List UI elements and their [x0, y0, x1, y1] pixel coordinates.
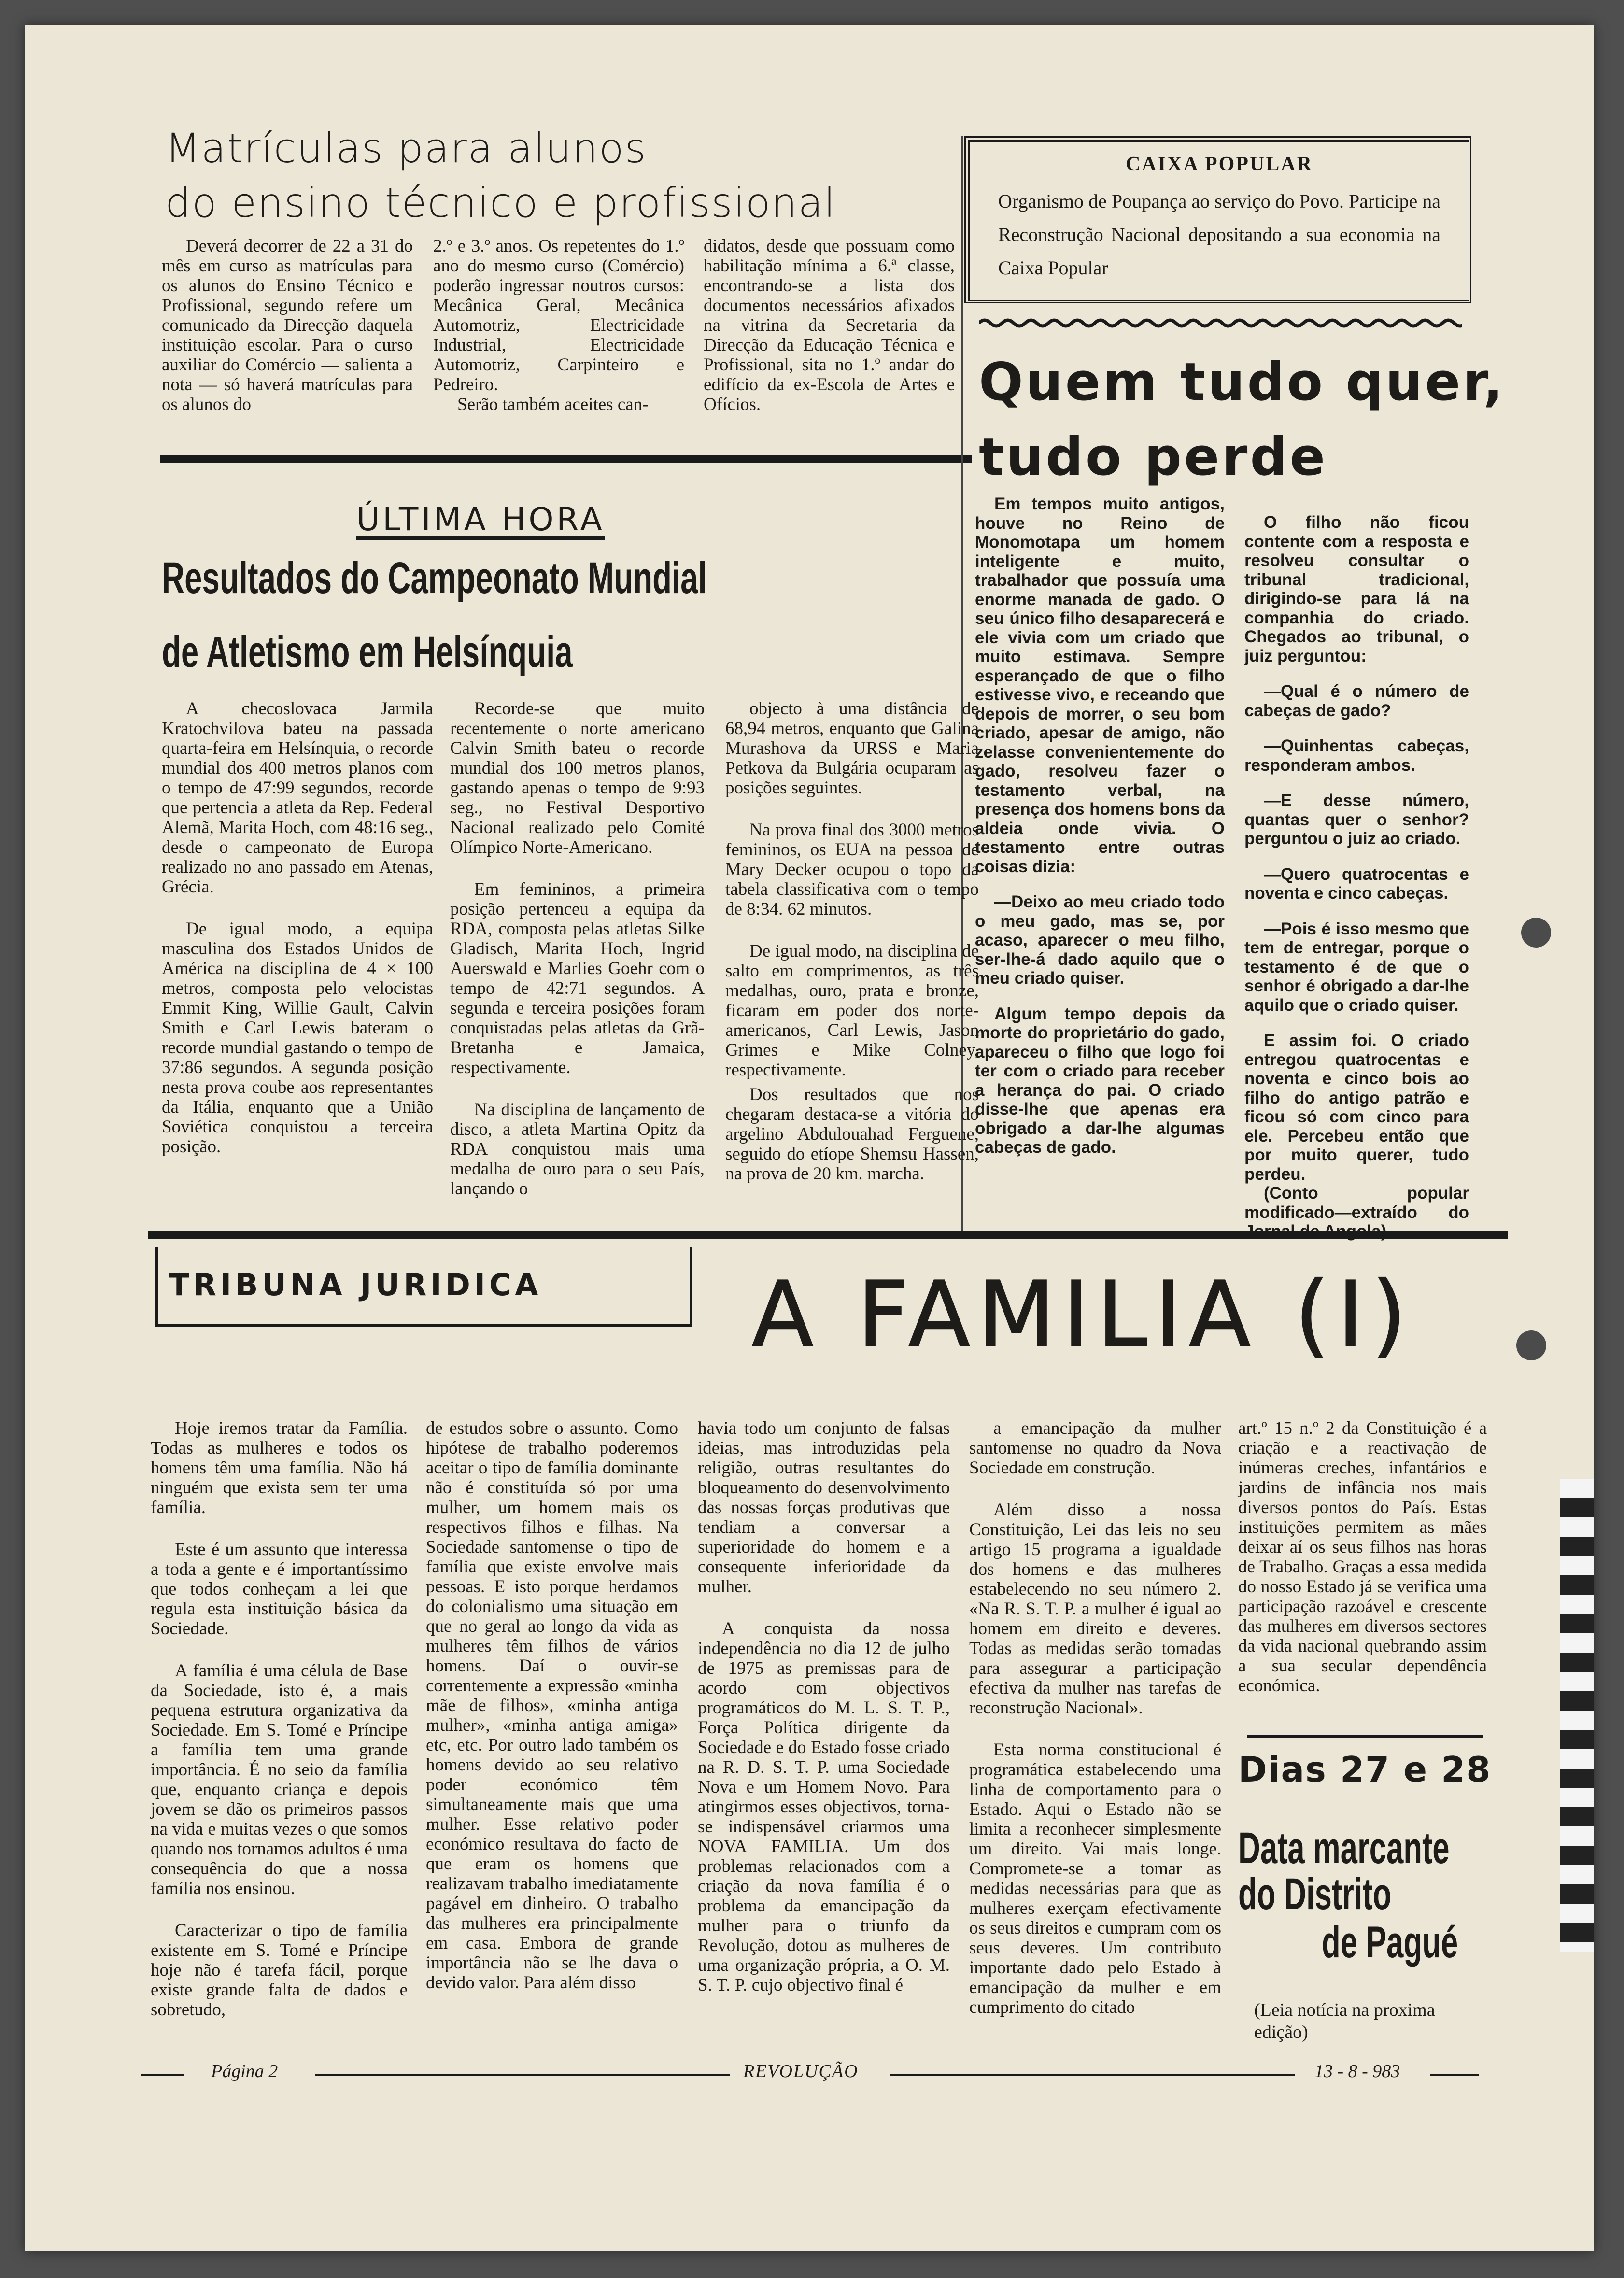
rule-matriculas [160, 455, 972, 463]
rule-dias [1247, 1735, 1483, 1738]
quem-p3: Algum tempo depois da morte do proprietário do gado, apareceu o filho que logo foi ter com o criado para receber a herança do pai. O criado disse-lhe que apenas era obrigado a dar-lhe algumas cabeças de gado. [975, 1004, 1225, 1157]
dias-note: (Leia notícia na proxima edição) [1254, 2000, 1435, 2042]
footer-paper: REVOLUÇÃO [743, 2061, 859, 2081]
tribuna-col2 [426, 1418, 678, 2015]
matriculas-col1: Deverá decorrer de 22 a 31 do mês em curso as matrículas para os alunos do Ensino Técnico e Profissional, segundo refere um comunicado da Direcção daquela instituição escolar. Para o curso auxiliar do Comércio — salienta a nota — só haverá matrículas para os alunos do [162, 236, 413, 414]
tribuna-kicker-box [155, 1247, 692, 1327]
quem-p2: —Deixo ao meu criado todo o meu gado, mas se, por acaso, aparecer o meu filho, ser-lhe-á dado aquilo que o meu criado quiser. [975, 892, 1225, 988]
tribuna-p3: A família é uma célula de Base da Sociedade, isto é, a mais pequena estrutura organizativa da Sociedade. Em S. Tomé e Príncipe a família tem uma grande importância. É no seio da família que, enquanto criança e depois jovem se dão os primeiros passos na vida e muitas vezes o que somos quando nos tornamos adultos é uma consequência do que a nossa família nos ensinou. [151, 1661, 408, 1898]
ultima-col1 [162, 699, 433, 1179]
wavy-rule [979, 317, 1462, 329]
footer-rule-left [141, 2074, 184, 2076]
rule-tribuna [148, 1231, 1508, 1239]
caixa-title: CAIXA POPULAR [1126, 153, 1313, 175]
matriculas-title-line2: do ensino técnico e profissional [165, 179, 836, 226]
dias-head: Dias 27 e 28 [1238, 1749, 1492, 1790]
tribuna-p5: de estudos sobre o assunto. Como hipótese de trabalho poderemos aceitar o tipo de família dominante não é constituída só por uma mulher, um homem mais os respectivos filhos e filhas. Na Sociedade santomense o tipo de família que existe envolve mais pessoas. E isto porque herdamos do colonialismo uma situação em que no geral ao longo da vida as mulheres têm filhos de vários homens. Daí o ouvir-se correntemente a expressão «minha mãe de filhos», «minha antiga mulher», «minha antiga amiga» etc, etc. Por outro lado também os homens devido ao seu relativo poder económico têm simultaneamente mais que uma mulher. Esse relativo poder económico resultava do facto de que eram os homens que realizavam trabalho imediatamente pagável em dinheiro. O trabalho das mulheres era principalmente em casa. Embora de grande importância não se lhe dava o devido valor. Para além disso [426, 1418, 678, 1993]
quem-p7: —E desse número, quantas quer o senhor? perguntou o juiz ao criado. [1244, 791, 1469, 848]
tribuna-col4 [969, 1418, 1221, 2039]
quem-p4: O filho não ficou contente com a resposta e resolveu consultar o tribunal tradicional, dirigindo-se para lá na companhia do criado. Chegados ao tribunal, o juiz perguntou: [1244, 513, 1469, 665]
quem-p1: Em tempos muito antigos, houve no Reino de Monomotapa um homem inteligente e muito, trabalhador que possuía uma enorme manada de gado. O seu único filho desaparecerá e ele vivia com um criado que muito estimava. Sempre esperançado de que o filho estivesse vivo, e receando que depois de morrer, o seu bom criado, apesar de amigo, não zelasse convenientemente do gado, resolveu fazer o testamento verbal, na presença dos homens bons da aldeia onde vivia. O testamento entre outras coisas dizia: [975, 495, 1225, 876]
matriculas-title-line1: Matrículas para alunos [165, 125, 647, 172]
quem-col2 [1244, 513, 1469, 1258]
ultima-col2 [450, 699, 705, 1221]
quem-p5: —Qual é o número de cabeças de gado? [1244, 682, 1469, 720]
dias-line3: de Pagué [1322, 1918, 1458, 1967]
quem-title-line1: Quem tudo quer, [979, 352, 1506, 412]
tribuna-col3 [698, 1418, 950, 2017]
punch-hole-bottom [1516, 1330, 1546, 1360]
tribuna-p4: Caracterizar o tipo de família existente em S. Tomé e Príncipe hoje não é tarefa fácil, porque existe grande falta de dados e sobretudo, [151, 1921, 408, 2020]
tribuna-col5: art.º 15 n.º 2 da Constituição é a criação e a reactivação de inúmeras creches, infantários e jardins de infância nos mais diversos pontos do País. Estas instituições permitem as mães deixar aí os seus filhos nas horas de Trabalho. Graças a essa medida do nosso Estado já se verifica uma participação razoável e crescente das mulheres em diversos sectores da vida nacional quebrando assim a sua secular dependência económica. [1238, 1418, 1487, 1696]
dias-line2: do Distrito [1238, 1869, 1392, 1919]
footer-rule-right [1430, 2074, 1479, 2076]
tribuna-p9: Além disso a nossa Constituição, Lei das leis no seu artigo 15 programa a igualdade dos homens e das mulheres estabelecendo no seu número 2. «Na R. S. T. P. a mulher é igual ao homem em direito e deveres. Todas as medidas serão tomadas para assegurar a participação efectiva da mulher nas tarefas de reconstrução Nacional». [969, 1500, 1221, 1718]
tribuna-p7: A conquista da nossa independência no dia 12 de julho de 1975 as premissas para de acordo com objectivos programáticos do M. L. S. T. P., Força Política dirigente da Sociedade e do Estado fosse criado na R. D. S. T. P. uma Sociedade Nova e um Homem Novo. Para atingirmos esses objectivos, torna-se indispensável criarmos uma NOVA FAMILIA. Um dos problemas relacionados com a criação da nova família é o problema da emancipação da mulher para o triunfo da Revolução, dotou as mulheres de uma organização própria, a O. M. S. T. P. cujo objectivo final é [698, 1619, 950, 1995]
quem-p9: —Pois é isso mesmo que tem de entregar, porque o testamento é de que o senhor é obrigado a dar-lhe aquilo que o criado quiser. [1244, 919, 1469, 1015]
quem-p6: —Quinhentas cabeças, responderam ambos. [1244, 736, 1469, 775]
ultima-p5: Na disciplina de lançamento de disco, a atleta Martina Opitz da RDA conquistou mais uma medalha de ouro para o seu País, lançando o [450, 1100, 705, 1199]
dias-line1: Data marcante [1238, 1824, 1450, 1873]
matriculas-col3: didatos, desde que possuam como habilitação mínima a 6.ª classe, encontrando-se a lista dos documentos necessários afixados na vitrina da Secretaria da Direcção da Educação Técnica e Profissional, sita no 1.º andar do edifício da ex-Escola de Artes e Ofícios. [704, 236, 955, 414]
quem-p8: —Quero quatrocentas e noventa e cinco cabeças. [1244, 864, 1469, 903]
ultima-p4: Em femininos, a primeira posição pertenceu a equipa da RDA, composta pelas atletas Silke Gladisch, Marita Hoch, Ingrid Auerswald e Marlies Goehr com o tempo de 42:71 segundos. A segunda e terceira posições foram conquistadas pelas atletas da Grã-Bretanha e Jamaica, respectivamente. [450, 879, 705, 1077]
tribuna-p2: Este é um assunto que interessa a toda a gente e é importantíssimo que todos conheçam a lei que regula esta instituição básica da Sociedade. [151, 1540, 408, 1639]
ultima-title-line1: Resultados do Campeonato Mundial [162, 553, 707, 603]
quem-col1 [975, 495, 1225, 1174]
matriculas-col2 [433, 236, 684, 414]
ultima-kicker: ÚLTIMA HORA [356, 503, 605, 540]
punch-hole-top [1521, 918, 1551, 948]
caixa-body: Organismo de Poupança ao serviço do Povo. Participe na Reconstrução Nacional depositando a sua economia na Caixa Popular [998, 190, 1440, 279]
wavy-line [979, 320, 1462, 326]
ultima-p9: Dos resultados que nos chegaram destaca-se a vitória do argelino Abdulouahad Ferguene, seguido do etíope Shemsu Hassen, na prova de 20 km. marcha. [725, 1085, 979, 1184]
ultima-p6: objecto à uma distância de 68,94 metros, enquanto que Galina Murashova da URSS e Maria Petkova da Bulgária ocuparam as posições seguintes. [725, 699, 979, 798]
footer-page: Página 2 [211, 2061, 278, 2081]
tribuna-title: A FAMILIA (I) [752, 1262, 1414, 1367]
ultima-p1: A checoslovaca Jarmila Kratochvilova bateu na passada quarta-feira em Helsínquia, o recorde mundial dos 400 metros planos com o tempo de 47:99 segundos, recorde que pertencia a atleta da Rep. Federal Alemã, Marita Hoch, com 48:16 seg., desde o campeonato de Europa realizado no ano passado em Atenas, Grécia. [162, 699, 433, 897]
tribuna-p6: havia todo um conjunto de falsas ideias, mas introduzidas pela religião, outras resultantes do bloqueamento do desenvolvimento das nossas forças produtivas que tendiam a conversar a superioridade do homem e a consequente inferioridade da mulher. [698, 1418, 950, 1597]
ultima-p2: De igual modo, a equipa masculina dos Estados Unidos de América na disciplina de 4 × 100 metros, composta pelo velocistas Emmit King, Willie Gault, Calvin Smith e Carl Lewis bateram o recorde mundial gastando o tempo de 37:86 segundos. A segunda posição nesta prova coube aos representantes da Itália, enquanto que a União Soviética conquistou a terceira posição. [162, 919, 433, 1157]
ultima-col3 [725, 699, 979, 1206]
quem-title-line2: tudo perde [979, 427, 1327, 487]
footer-rule-mid1 [315, 2074, 730, 2076]
scale-ruler [1560, 1479, 1594, 1952]
caixa-popular-box [964, 136, 1471, 303]
ultima-p3: Recorde-se que muito recentemente o norte americano Calvin Smith bateu o recorde mundial dos 100 metros planos, gastando apenas o tempo de 9:93 seg., no Festival Desportivo Nacional realizado pelo Comité Olímpico Norte-Americano. [450, 699, 705, 857]
matriculas-col2-tail: Serão também aceites can- [457, 395, 649, 414]
footer-rule-mid2 [890, 2074, 1295, 2076]
tribuna-p1: Hoje iremos tratar da Família. Todas as mulheres e todos os homens têm uma família. Não há ninguém que exista sem ter uma família. [151, 1418, 408, 1517]
quem-p11: (Conto popular modificado—extraído do [1244, 1184, 1469, 1222]
tribuna-p8: a emancipação da mulher santomense no quadro da Nova Sociedade em construção. [969, 1418, 1221, 1478]
matriculas-col2-text: 2.º e 3.º anos. Os repetentes do 1.º ano do mesmo curso (Comércio) poderão ingressar noutros cursos: Mecânica Geral, Mecânica Automotriz, Electricidade Industrial, Electricidade Automotriz, Carpinteiro e Pedreiro. [433, 236, 684, 395]
quem-p10: E assim foi. O criado entregou quatrocentas e noventa e cinco bois ao filho do antigo patrão e ficou só com cinco para ele. Percebeu então que por muito querer, tudo perdeu. [1244, 1031, 1469, 1184]
newspaper-page [25, 25, 1594, 2251]
tribuna-col1 [151, 1418, 408, 2042]
footer-date: 13 - 8 - 983 [1314, 2061, 1400, 2081]
tribuna-p10: Esta norma constitucional é programática estabelecendo uma linha de comportamento para o Estado. Aqui o Estado não se limita a reconhecer simplesmente um direito. Vai mais longe. Compromete-se a tomar as medidas necessárias para que as mulheres exerçam efectivamente os seus direitos e cumpram com os seus deveres. Um contributo importante dado pelo Estado à emancipação da mulher e em cumprimento do citado [969, 1740, 1221, 2017]
ultima-title-line2: de Atletismo em Helsínquia [162, 627, 573, 677]
ultima-p7: Na prova final dos 3000 metros femininos, os EUA na pessoa de Mary Decker ocupou o topo da tabela classificativa com o tempo de 8:34. 62 minutos. [725, 820, 979, 919]
ultima-p8: De igual modo, na disciplina de salto em comprimentos, as três medalhas, ouro, prata e bronze, ficaram em poder dos norte-americanos, Carl Lewis, Jason Grimes e Mike Colney, respectivamente. [725, 941, 979, 1080]
tribuna-kicker: TRIBUNA JURIDICA [169, 1267, 542, 1302]
